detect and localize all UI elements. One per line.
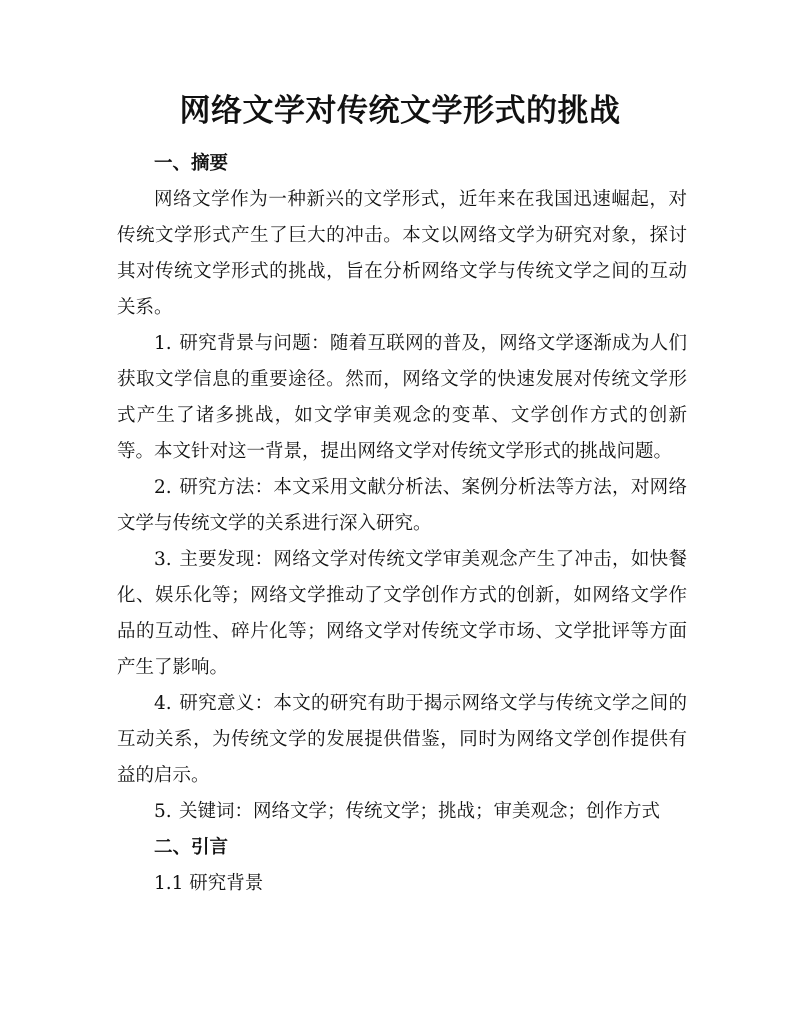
item-text: 研究方法：本文采用文献分析法、案例分析法等方法，对网络文学与传统文学的关系进行深入研究。 [117,477,687,534]
abstract-item-2 [117,470,687,542]
item-number: 1. [154,333,172,354]
document-title: 网络文学对传统文学形式的挑战 [179,93,621,129]
item-number: 2. [154,477,172,498]
abstract-item-3 [117,542,687,686]
intro-heading: 二、引言 [154,837,229,858]
abstract-item-5 [117,794,687,830]
abstract-item-1 [117,326,687,470]
item-text: 关键词：网络文学；传统文学；挑战；审美观念；创作方式 [179,801,661,822]
item-number: 4. [154,693,172,714]
item-number: 5. [154,801,172,822]
item-text: 研究意义：本文的研究有助于揭示网络文学与传统文学之间的互动关系，为传统文学的发展提供借鉴，同时为网络文学创作提供有益的启示。 [117,693,687,786]
item-number: 3. [154,549,172,570]
subsection-heading: 1.1 研究背景 [154,873,264,894]
abstract-paragraph: 网络文学作为一种新兴的文学形式，近年来在我国迅速崛起，对传统文学形式产生了巨大的冲击。本文以网络文学为研究对象，探讨其对传统文学形式的挑战，旨在分析网络文学与传统文学之间的互动关系。 [117,189,687,318]
abstract-heading: 一、摘要 [154,153,229,174]
item-text: 主要发现：网络文学对传统文学审美观念产生了冲击，如快餐化、娱乐化等；网络文学推动了文学创作方式的创新，如网络文学作品的互动性、碎片化等；网络文学对传统文学市场、文学批评等方面产生了影响。 [117,549,687,678]
item-text: 研究背景与问题：随着互联网的普及，网络文学逐渐成为人们获取文学信息的重要途径。然而，网络文学的快速发展对传统文学形式产生了诸多挑战，如文学审美观念的变革、文学创作方式的创新等。本文针对这一背景，提出网络文学对传统文学形式的挑战问题。 [117,333,687,462]
abstract-item-4 [117,686,687,794]
document-body [117,146,687,902]
